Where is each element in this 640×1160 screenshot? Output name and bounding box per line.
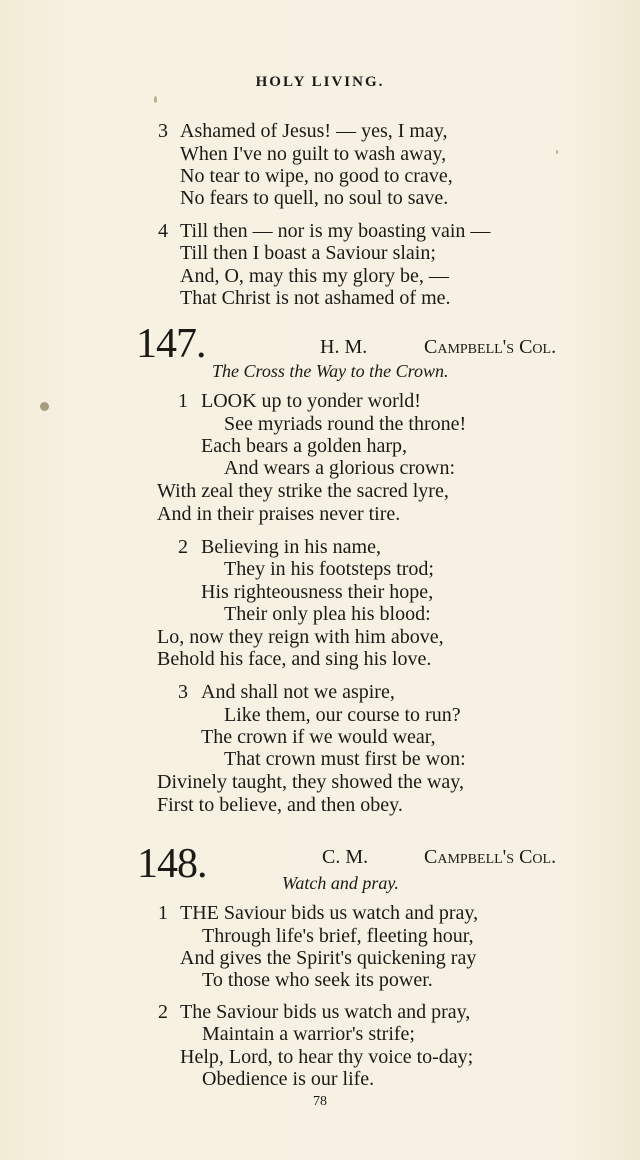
hymn-title: Watch and pray. xyxy=(282,873,399,893)
verse-number: 1 xyxy=(158,902,168,924)
verse-line: Till then — nor is my boasting vain — xyxy=(180,220,491,242)
verse-line: And shall not we aspire, xyxy=(201,681,395,703)
hymn-number: 147. xyxy=(136,321,206,367)
verse-line: The Saviour bids us watch and pray, xyxy=(180,1001,471,1023)
verse-line: Each bears a golden harp, xyxy=(201,435,408,457)
verse-line: They in his footsteps trod; xyxy=(224,558,434,580)
verse-line: And wears a glorious crown: xyxy=(224,457,456,479)
verse-line: The crown if we would wear, xyxy=(201,726,436,748)
verse-line: His righteousness their hope, xyxy=(201,581,434,603)
verse-line: Lo, now they reign with him above, xyxy=(157,626,444,648)
verse-line: Till then I boast a Saviour slain; xyxy=(180,242,436,264)
verse-line: That Christ is not ashamed of me. xyxy=(180,287,451,309)
verse-line: With zeal they strike the sacred lyre, xyxy=(157,480,449,502)
verse-line: Like them, our course to run? xyxy=(224,704,461,726)
verse-number: 3 xyxy=(178,681,188,703)
verse-number: 3 xyxy=(158,120,168,142)
verse-line: Through life's brief, fleeting hour, xyxy=(202,925,474,947)
verse-line: Their only plea his blood: xyxy=(224,603,431,625)
verse-line: And in their praises never tire. xyxy=(157,503,401,525)
verse-line: Believing in his name, xyxy=(201,536,381,558)
verse-number: 4 xyxy=(158,220,168,242)
verse-line: Maintain a warrior's strife; xyxy=(202,1023,415,1045)
hymn-meter: H. M. xyxy=(320,336,368,358)
verse-line: When I've no guilt to wash away, xyxy=(180,143,447,165)
hymn-source: Campbell's Col. xyxy=(424,846,557,868)
verse-line: That crown must first be won: xyxy=(224,748,466,770)
verse-line: LOOK up to yonder world! xyxy=(201,390,421,412)
verse-line: Behold his face, and sing his love. xyxy=(157,648,432,670)
page-number: 78 xyxy=(313,1094,327,1109)
verse-line: See myriads round the throne! xyxy=(224,413,467,435)
paper-speck xyxy=(556,150,558,154)
verse-line: Obedience is our life. xyxy=(202,1068,375,1090)
verse-line: Ashamed of Jesus! — yes, I may, xyxy=(180,120,448,142)
paper-speck xyxy=(154,96,157,103)
running-head: HOLY LIVING. xyxy=(255,74,385,90)
verse-line: Divinely taught, they showed the way, xyxy=(157,771,464,793)
hymn-source: Campbell's Col. xyxy=(424,336,557,358)
hymn-number: 148. xyxy=(137,841,207,887)
verse-line: No fears to quell, no soul to save. xyxy=(180,187,449,209)
verse-line: THE Saviour bids us watch and pray, xyxy=(180,902,479,924)
verse-number: 2 xyxy=(178,536,188,558)
verse-line: And, O, may this my glory be, — xyxy=(180,265,449,287)
verse-line: And gives the Spirit's quickening ray xyxy=(180,947,477,969)
verse-line: Help, Lord, to hear thy voice to-day; xyxy=(180,1046,474,1068)
verse-line: No tear to wipe, no good to crave, xyxy=(180,165,453,187)
verse-number: 1 xyxy=(178,390,188,412)
paper-speck xyxy=(40,402,49,411)
hymn-title: The Cross the Way to the Crown. xyxy=(212,361,449,381)
verse-line: First to believe, and then obey. xyxy=(157,794,403,816)
verse-number: 2 xyxy=(158,1001,168,1023)
hymn-meter: C. M. xyxy=(322,846,369,868)
verse-line: To those who seek its power. xyxy=(202,969,433,991)
